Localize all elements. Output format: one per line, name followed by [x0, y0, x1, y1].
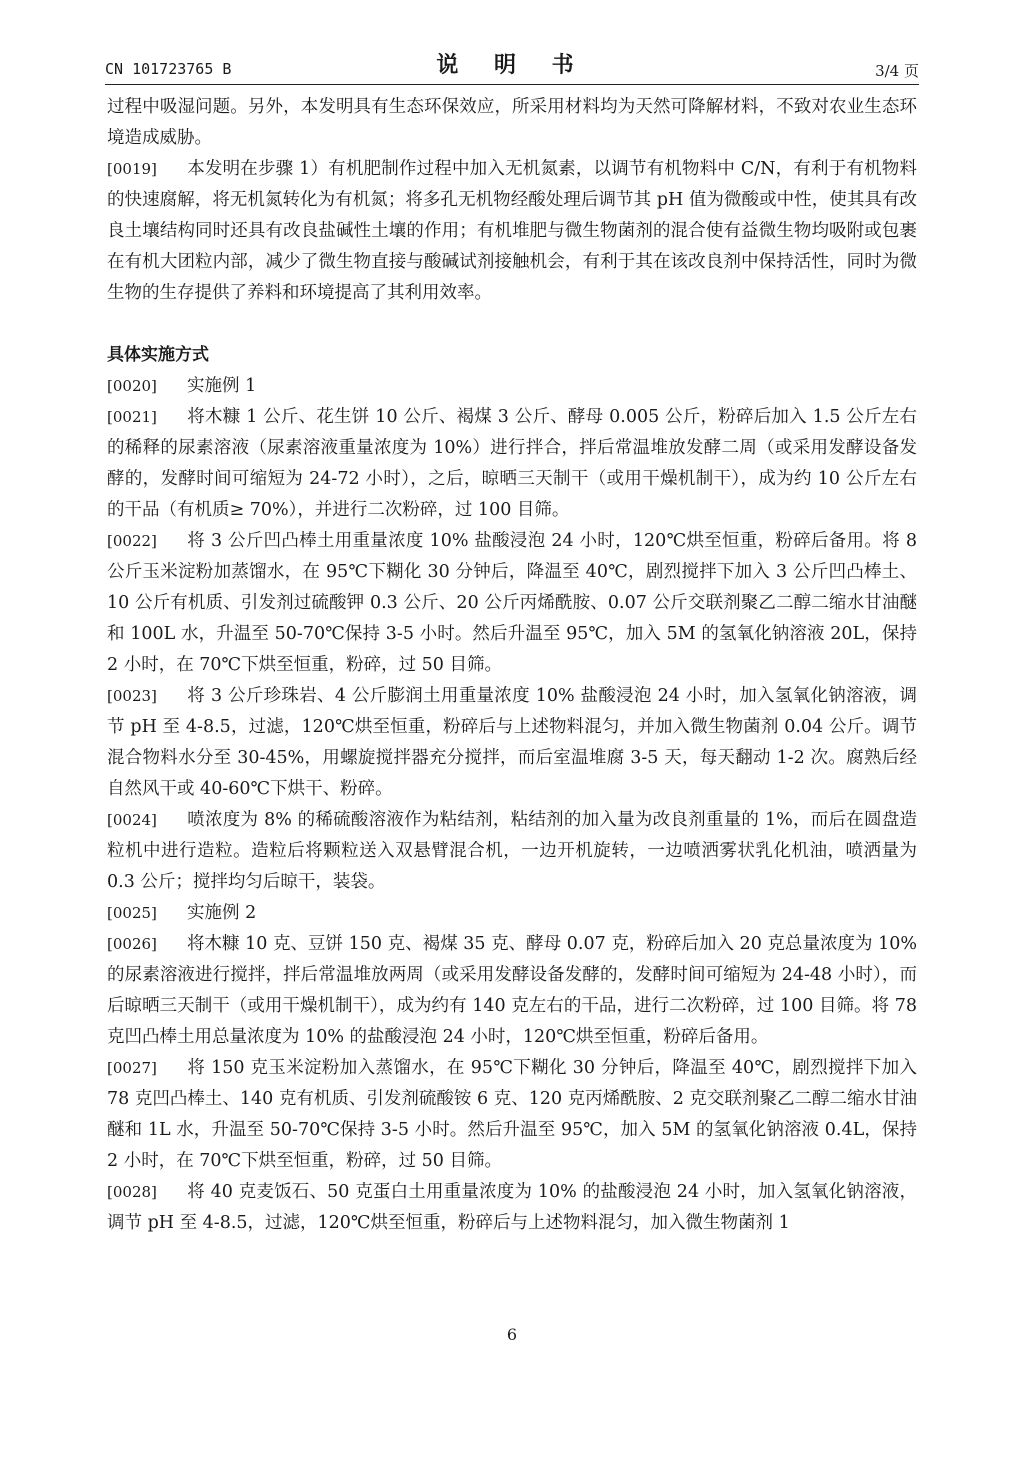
paragraph-0022	[107, 526, 917, 681]
page-indicator: 3/4 页	[875, 62, 919, 80]
paragraph-text: 将 3 公斤凹凸棒土用重量浓度 10% 盐酸浸泡 24 小时，120℃烘至恒重，粉碎后备用。将 8 公斤玉米淀粉加蒸馏水，在 95℃下糊化 30 分钟后，降温至 40℃，剧烈搅拌下加入 3 公斤凹凸棒土、10 公斤有机质、引发剂过硫酸钾 0.3 公斤、20 公斤丙烯酰胺、0.07 公斤交联剂聚乙二醇二缩水甘油醚和 100L 水，升温至 50-70℃保持 3-5 小时。然后升温至 95℃，加入 5M 的氢氧化钠溶液 20L，保持 2 小时，在 70℃下烘至恒重，粉碎，过 50 目筛。	[107, 531, 917, 675]
paragraph-id: [0026]	[107, 935, 157, 953]
paragraph-text: 本发明在步骤 1）有机肥制作过程中加入无机氮素，以调节有机物料中 C/N，有利于有机物料的快速腐解，将无机氮转化为有机氮；将多孔无机物经酸处理后调节其 pH 值为微酸或中性，使其具有改良土壤结构同时还具有改良盐碱性土壤的作用；有机堆肥与微生物菌剂的混合使有益微生物均吸附或包裹在有机大团粒内部，减少了微生物直接与酸碱试剂接触机会，有利于其在该改良剂中保持活性，同时为微生物的生存提供了养料和环境提高了其利用效率。	[107, 159, 917, 303]
paragraph-id: [0023]	[107, 687, 157, 705]
paragraph-id: [0022]	[107, 532, 157, 550]
paragraph-0019	[107, 154, 917, 309]
document-body	[107, 92, 917, 1239]
paragraph-0021	[107, 402, 917, 526]
paragraph-text: 将木糠 1 公斤、花生饼 10 公斤、褐煤 3 公斤、酵母 0.005 公斤，粉碎后加入 1.5 公斤左右的稀释的尿素溶液（尿素溶液重量浓度为 10%）进行拌合，拌后常温堆放发酵二周（或采用发酵设备发酵的，发酵时间可缩短为 24-72 小时），之后，晾晒三天制干（或用干燥机制干），成为约 10 公斤左右的干品（有机质≥ 70%），并进行二次粉碎，过 100 目筛。	[107, 407, 917, 520]
paragraph-text: 实施例 1	[187, 376, 257, 396]
patent-number: CN 101723765 B	[105, 60, 232, 78]
paragraph-0027	[107, 1053, 917, 1177]
paragraph-0024	[107, 805, 917, 898]
paragraph-0025	[107, 898, 917, 929]
paragraph-text: 将 150 克玉米淀粉加入蒸馏水，在 95℃下糊化 30 分钟后，降温至 40℃，剧烈搅拌下加入 78 克凹凸棒土、140 克有机质、引发剂硫酸铵 6 克、120 克丙烯酰胺、2 克交联剂聚乙二醇二缩水甘油醚和 1L 水，升温至 50-70℃保持 3-5 小时。然后升温至 95℃，加入 5M 的氢氧化钠溶液 0.4L，保持 2 小时，在 70℃下烘至恒重，粉碎，过 50 目筛。	[107, 1058, 917, 1171]
header-divider	[105, 84, 919, 85]
paragraph-id: [0020]	[107, 377, 157, 395]
paragraph-id: [0025]	[107, 904, 157, 922]
page-header	[105, 48, 919, 84]
paragraph-id: [0024]	[107, 811, 157, 829]
continuation-paragraph: 过程中吸湿问题。另外，本发明具有生态环保效应，所采用材料均为天然可降解材料，不致对农业生态环境造成威胁。	[107, 97, 917, 148]
paragraph-text: 将 3 公斤珍珠岩、4 公斤膨润土用重量浓度 10% 盐酸浸泡 24 小时，加入氢氧化钠溶液，调节 pH 至 4-8.5，过滤，120℃烘至恒重，粉碎后与上述物料混匀，并加入微生物菌剂 0.04 公斤。调节混合物料水分至 30-45%，用螺旋搅拌器充分搅拌，而后室温堆腐 3-5 天，每天翻动 1-2 次。腐熟后经自然风干或 40-60℃下烘干、粉碎。	[107, 686, 917, 799]
paragraph-0026	[107, 929, 917, 1053]
paragraph-text: 喷浓度为 8% 的稀硫酸溶液作为粘结剂，粘结剂的加入量为改良剂重量的 1%，而后在圆盘造粒机中进行造粒。造粒后将颗粒送入双悬臂混合机，一边开机旋转，一边喷洒雾状乳化机油，喷洒量为 0.3 公斤；搅拌均匀后晾干，装袋。	[107, 810, 917, 892]
paragraph-0028	[107, 1177, 917, 1239]
document-title: 说 明 书	[436, 53, 588, 78]
paragraph-id: [0019]	[107, 160, 157, 178]
paragraph-text: 实施例 2	[187, 903, 257, 923]
paragraph-0020	[107, 371, 917, 402]
paragraph-id: [0021]	[107, 408, 157, 426]
paragraph-0023	[107, 681, 917, 805]
paragraph-id: [0028]	[107, 1183, 157, 1201]
paragraph-id: [0027]	[107, 1059, 157, 1077]
paragraph-text: 将 40 克麦饭石、50 克蛋白土用重量浓度为 10% 的盐酸浸泡 24 小时，加入氢氧化钠溶液，调节 pH 至 4-8.5，过滤，120℃烘至恒重，粉碎后与上述物料混匀，加入微生物菌剂 1	[107, 1182, 917, 1233]
paragraph-text: 将木糠 10 克、豆饼 150 克、褐煤 35 克、酵母 0.07 克，粉碎后加入 20 克总量浓度为 10% 的尿素溶液进行搅拌，拌后常温堆放两周（或采用发酵设备发酵的，发酵时间可缩短为 24-48 小时），而后晾晒三天制干（或用干燥机制干），成为约有 140 克左右的干品，进行二次粉碎，过 100 目筛。将 78 克凹凸棒土用总量浓度为 10% 的盐酸浸泡 24 小时，120℃烘至恒重，粉碎后备用。	[107, 934, 917, 1047]
page-number: 6	[506, 1325, 518, 1344]
section-heading: 具体实施方式	[107, 345, 209, 365]
